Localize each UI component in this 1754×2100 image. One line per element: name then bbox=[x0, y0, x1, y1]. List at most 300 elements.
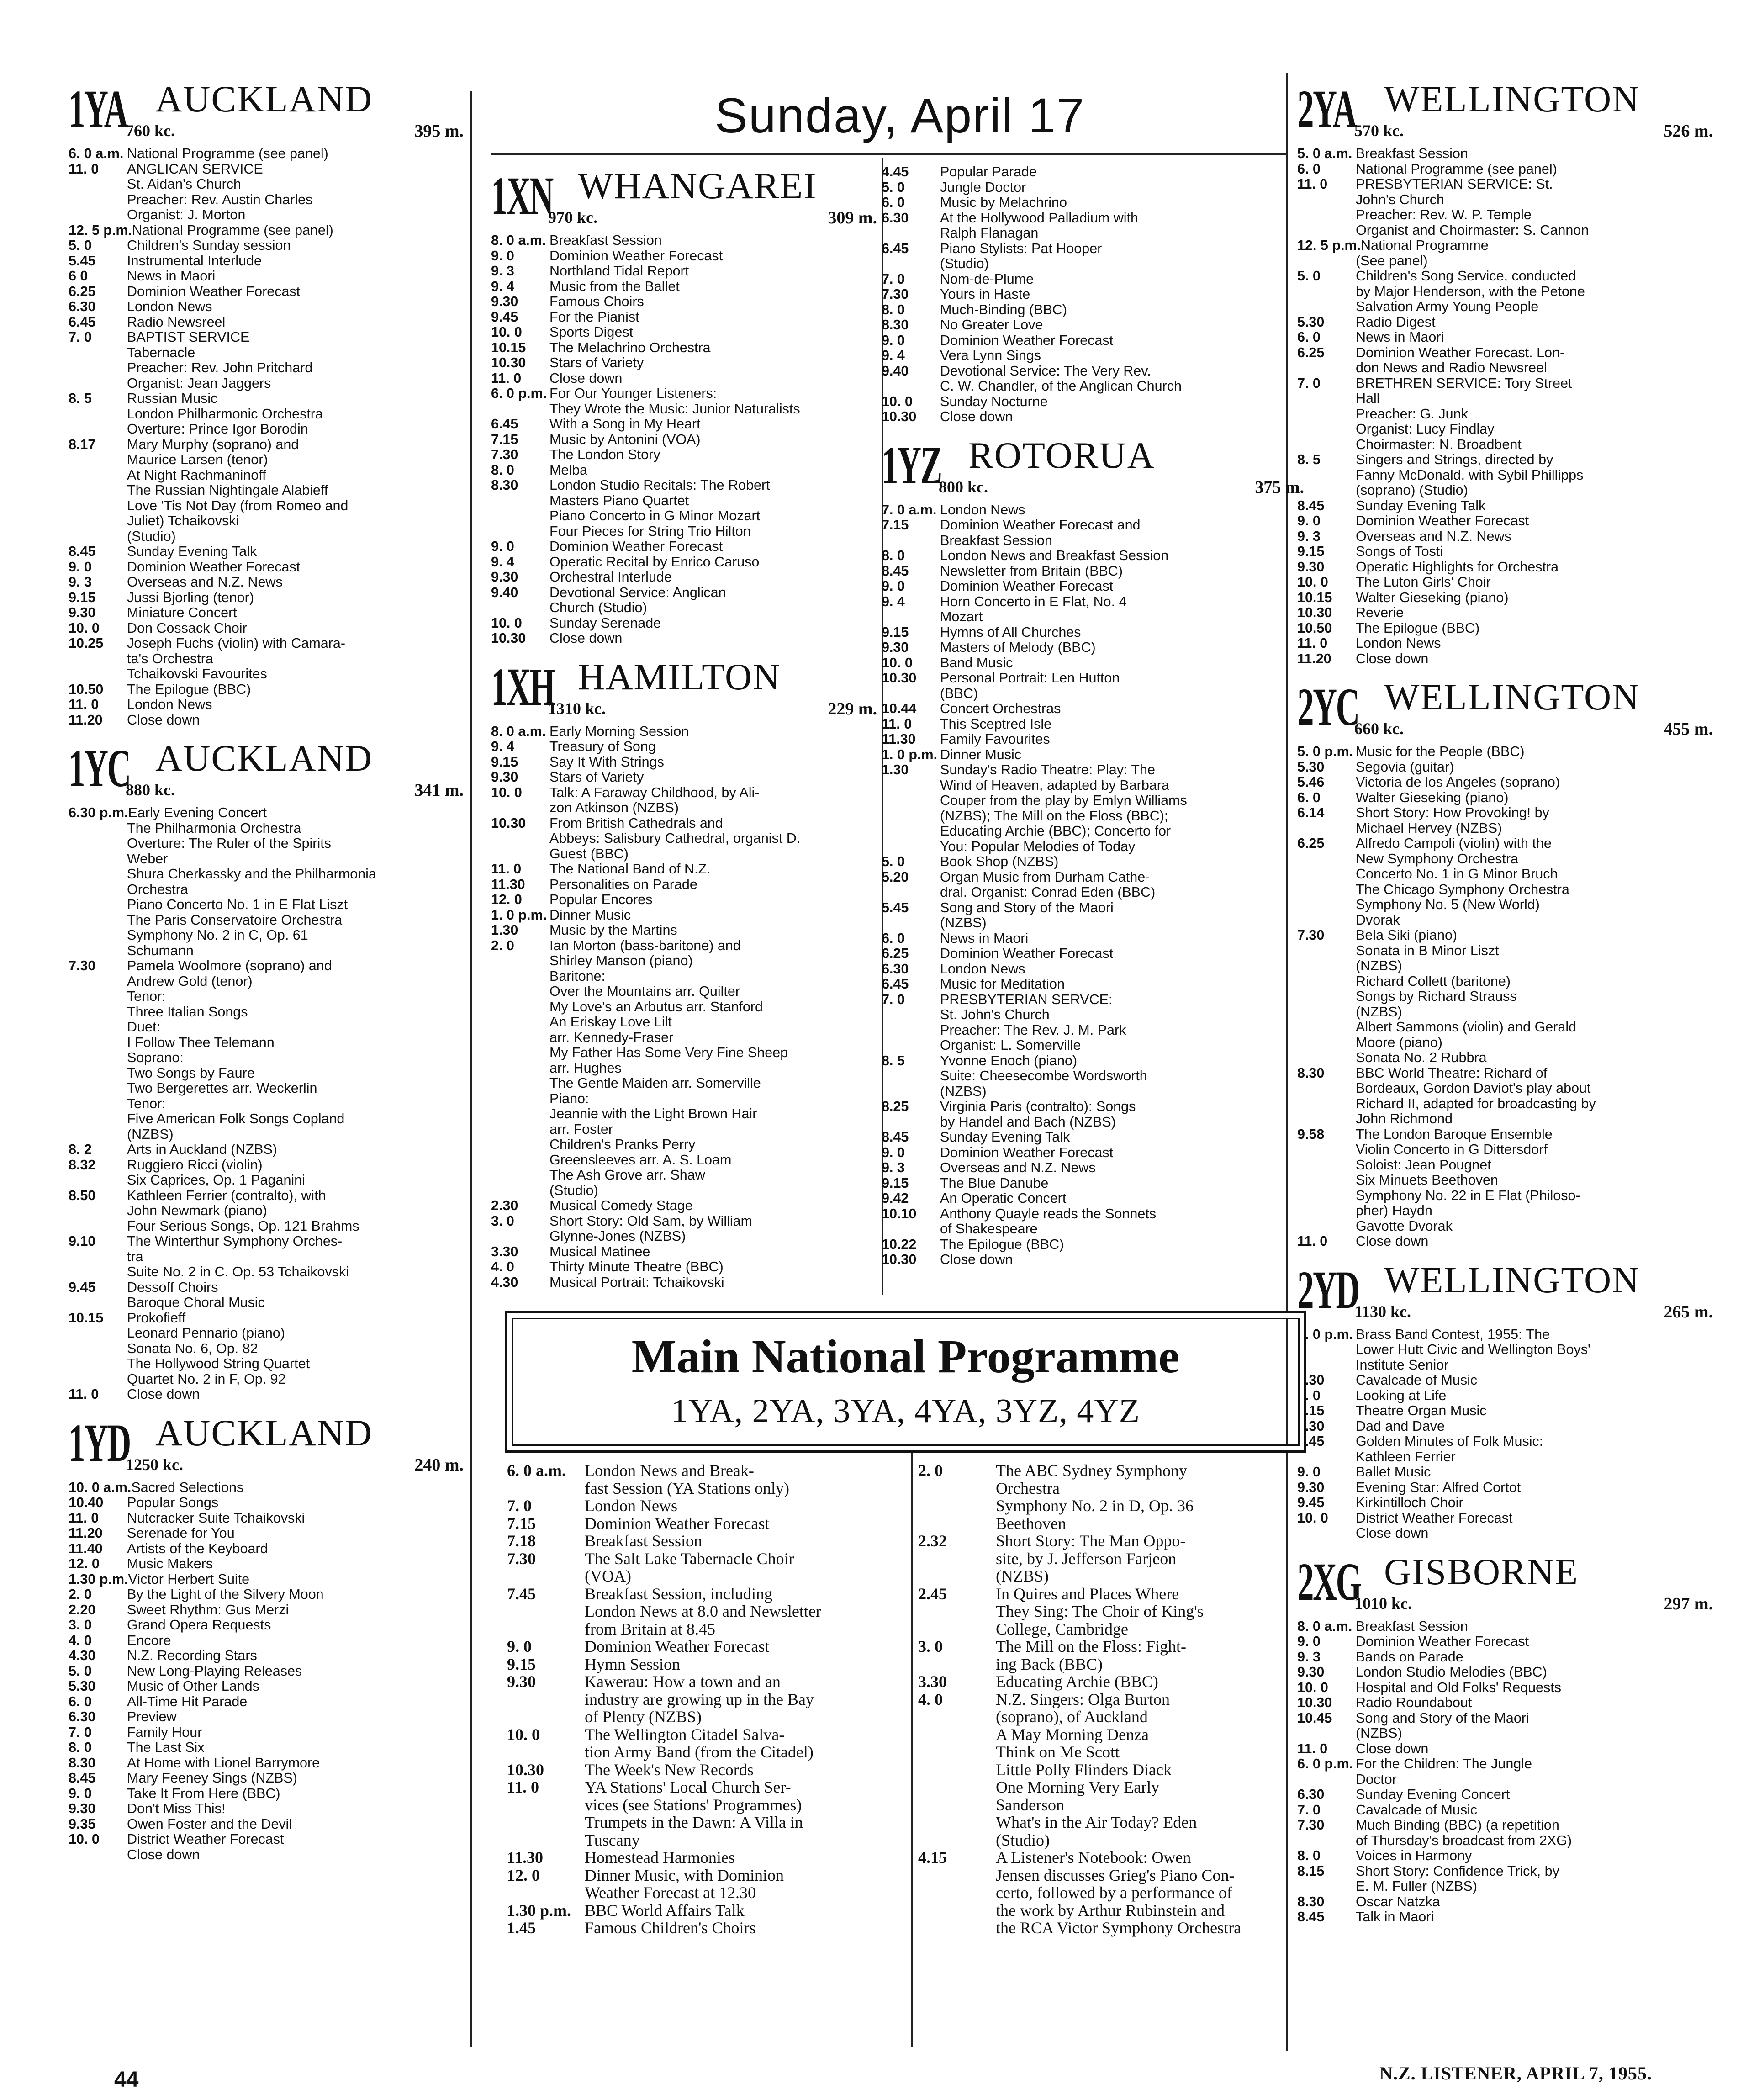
schedule-entry bbox=[69, 1511, 468, 1526]
entry-description: Piano Stylists: Pat Hooper bbox=[940, 241, 1102, 256]
entry-time: 10.15 bbox=[69, 1310, 104, 1326]
schedule-entry bbox=[882, 364, 1309, 379]
entry-time bbox=[1297, 207, 1356, 223]
entry-time: 11. 0 bbox=[69, 161, 99, 177]
schedule-entry bbox=[882, 564, 1309, 579]
entry-description: Mary Feeney Sings (NZBS) bbox=[127, 1771, 297, 1786]
entry-time: 8. 0 bbox=[1297, 1848, 1321, 1863]
station-wavelength: 309 m. bbox=[828, 208, 877, 227]
entry-description: Concert Orchestras bbox=[940, 701, 1061, 716]
schedule-entry bbox=[1297, 621, 1717, 636]
entry-description: Close down bbox=[940, 1252, 1013, 1267]
schedule-entry bbox=[882, 272, 1309, 287]
divider bbox=[491, 153, 1286, 155]
entry-time: 2. 0 bbox=[69, 1587, 92, 1602]
schedule-entry bbox=[1297, 1050, 1717, 1066]
entry-time bbox=[491, 1122, 549, 1137]
entry-time bbox=[69, 468, 127, 483]
entry-time: 6. 0 p.m. bbox=[1297, 1756, 1353, 1772]
entry-description: The Last Six bbox=[127, 1740, 205, 1755]
schedule-entry bbox=[882, 256, 1309, 272]
entry-description: the work by Arthur Rubinstein and bbox=[996, 1901, 1225, 1919]
schedule-entry bbox=[882, 1038, 1309, 1053]
entry-description: This Sceptred Isle bbox=[940, 716, 1052, 732]
schedule-entry bbox=[1297, 852, 1717, 867]
entry-description: Breakfast Session bbox=[585, 1532, 702, 1550]
entry-description: London News bbox=[940, 502, 1025, 518]
entry-time: 2. 0 bbox=[491, 937, 514, 953]
entry-time: 10.30 bbox=[1297, 605, 1332, 620]
station-frequency: 970 kc. bbox=[548, 208, 597, 227]
schedule-entry bbox=[882, 625, 1309, 640]
schedule-entry bbox=[491, 862, 882, 877]
schedule-entry bbox=[1297, 1449, 1717, 1465]
entry-time bbox=[918, 1814, 996, 1831]
entry-description: Preacher: Rev. John Pritchard bbox=[127, 360, 313, 376]
entry-time: 9. 4 bbox=[882, 593, 905, 609]
entry-time: 9.45 bbox=[1297, 1495, 1325, 1510]
schedule-entry bbox=[69, 1740, 468, 1756]
entry-description: Miniature Concert bbox=[127, 605, 237, 620]
entry-description: Music by Antonini (VOA) bbox=[549, 432, 701, 447]
entry-description: Dominion Weather Forecast bbox=[940, 333, 1114, 348]
entry-description: Popular Parade bbox=[940, 164, 1037, 180]
entry-time: 7.18 bbox=[507, 1532, 536, 1550]
entry-description: Piano Concerto No. 1 in E Flat Liszt bbox=[127, 897, 348, 912]
entry-time: 9.30 bbox=[1297, 559, 1325, 575]
entry-description: The Wellington Citadel Salva- bbox=[585, 1725, 785, 1743]
entry-time: 8.30 bbox=[1297, 1418, 1325, 1434]
schedule-entry bbox=[69, 682, 468, 698]
entry-time bbox=[918, 1656, 996, 1673]
schedule-entry bbox=[69, 177, 468, 192]
entry-description: Personalities on Parade bbox=[549, 877, 697, 892]
schedule-entry bbox=[69, 1817, 468, 1832]
entry-description: Music of Other Lands bbox=[127, 1679, 259, 1694]
entry-description: (NZBS) bbox=[1356, 958, 1402, 973]
schedule-entry bbox=[1297, 882, 1717, 898]
entry-description: Operatic Highlights for Orchestra bbox=[1356, 559, 1559, 575]
entry-description: Mary Murphy (soprano) and bbox=[127, 437, 299, 452]
station-frequency: 1010 kc. bbox=[1354, 1594, 1412, 1613]
schedule-entry bbox=[507, 1919, 909, 1937]
entry-description: London Studio Recitals: The Robert bbox=[549, 478, 770, 493]
entry-description: Pamela Woolmore (soprano) and bbox=[127, 958, 332, 973]
station-header bbox=[69, 1412, 468, 1480]
entry-time: 3. 0 bbox=[918, 1637, 943, 1656]
schedule-entry bbox=[1297, 1434, 1717, 1449]
entry-description: arr. Foster bbox=[549, 1121, 613, 1137]
entry-time: 10.30 bbox=[882, 670, 917, 686]
station-block bbox=[491, 164, 882, 646]
schedule-entry bbox=[69, 315, 468, 330]
schedule-entry bbox=[1297, 651, 1717, 667]
schedule-entry bbox=[1297, 1756, 1717, 1772]
schedule-entry bbox=[882, 1115, 1309, 1130]
schedule-entry bbox=[69, 452, 468, 468]
schedule-entry bbox=[1297, 1894, 1717, 1910]
station-frequency: 1130 kc. bbox=[1354, 1302, 1411, 1321]
entry-time bbox=[69, 1005, 127, 1020]
station-header bbox=[1297, 676, 1717, 744]
entry-time: 5.30 bbox=[69, 1678, 96, 1694]
entry-time: 9.15 bbox=[491, 754, 518, 770]
schedule-entry bbox=[1297, 1526, 1717, 1541]
entry-description: N.Z. Singers: Olga Burton bbox=[996, 1690, 1170, 1708]
schedule-entry bbox=[69, 1664, 468, 1679]
entry-time bbox=[882, 226, 940, 241]
entry-description: Overseas and N.Z. News bbox=[1356, 529, 1511, 544]
entry-time bbox=[491, 831, 549, 846]
schedule-entry bbox=[491, 249, 882, 264]
entry-description: Dominion Weather Forecast bbox=[585, 1638, 770, 1656]
entry-time: 2.30 bbox=[491, 1198, 518, 1213]
entry-time bbox=[882, 885, 940, 900]
entry-description: from Britain at 8.45 bbox=[585, 1620, 715, 1638]
schedule-entry bbox=[1297, 1833, 1717, 1849]
entry-description: Songs by Richard Strauss bbox=[1356, 989, 1517, 1004]
entry-description: dral. Organist: Conrad Eden (BBC) bbox=[940, 885, 1156, 900]
schedule-entry bbox=[1297, 468, 1717, 483]
entry-time bbox=[1297, 483, 1356, 498]
entry-description: Breakfast Session, including bbox=[585, 1585, 772, 1603]
schedule-entry bbox=[1297, 1511, 1717, 1526]
entry-description: (soprano) (Studio) bbox=[1356, 483, 1468, 498]
schedule-entry bbox=[69, 1526, 468, 1541]
entry-description: (NZBS) bbox=[940, 1084, 987, 1099]
schedule-entry bbox=[1297, 575, 1717, 590]
schedule-entry bbox=[918, 1814, 1311, 1831]
entry-time: 6. 0 bbox=[1297, 329, 1321, 345]
schedule-entry bbox=[882, 609, 1309, 625]
schedule-entry bbox=[1297, 1234, 1717, 1249]
entry-description: The Luton Girls' Choir bbox=[1356, 575, 1491, 590]
entry-time bbox=[69, 1372, 127, 1387]
schedule-entry bbox=[1297, 1142, 1717, 1158]
entry-description: Popular Encores bbox=[549, 892, 653, 907]
entry-time bbox=[507, 1814, 585, 1831]
schedule-entry bbox=[69, 805, 468, 821]
entry-description: Operatic Recital by Enrico Caruso bbox=[549, 554, 760, 570]
station-city: WHANGAREI bbox=[578, 165, 817, 206]
entry-time bbox=[918, 1796, 996, 1814]
schedule-entry bbox=[491, 1061, 882, 1076]
station-block bbox=[882, 434, 1309, 1268]
entry-description: Evening Star: Alfred Cortot bbox=[1356, 1480, 1521, 1495]
schedule-entry bbox=[69, 1158, 468, 1173]
entry-description: (BBC) bbox=[940, 686, 978, 701]
schedule-entry bbox=[1297, 192, 1717, 208]
entry-time: 8.30 bbox=[491, 477, 518, 493]
entry-description: Walter Gieseking (piano) bbox=[1356, 790, 1509, 805]
entry-time: 8.15 bbox=[1297, 1403, 1325, 1418]
entry-time bbox=[1297, 1035, 1356, 1051]
entry-description: tra bbox=[127, 1249, 143, 1264]
schedule-entry bbox=[918, 1532, 1311, 1550]
entry-description: Organ Music from Durham Cathe- bbox=[940, 869, 1150, 885]
entry-description: Hymn Session bbox=[585, 1655, 681, 1673]
entry-description: Organist: Lucy Findlay bbox=[1356, 422, 1495, 437]
schedule-entry bbox=[1297, 1848, 1717, 1864]
schedule-entry bbox=[1297, 345, 1717, 361]
entry-time bbox=[1297, 223, 1356, 238]
schedule-entry bbox=[1297, 1219, 1717, 1234]
schedule-entry bbox=[507, 1550, 909, 1568]
schedule-entry bbox=[69, 529, 468, 545]
entry-time: 9. 0 bbox=[491, 248, 514, 264]
schedule-entry bbox=[69, 636, 468, 651]
entry-time bbox=[507, 1831, 585, 1849]
entry-description: Hymns of All Churches bbox=[940, 624, 1081, 640]
entry-time bbox=[491, 402, 549, 417]
entry-description: Musical Matinee bbox=[549, 1244, 650, 1259]
entry-description: Breakfast Session bbox=[1356, 146, 1468, 161]
entry-time: 7.30 bbox=[69, 958, 96, 973]
entry-time: 9. 0 bbox=[507, 1637, 532, 1656]
entry-time: 10.22 bbox=[882, 1236, 917, 1252]
entry-description: Newsletter from Britain (BBC) bbox=[940, 563, 1123, 579]
entry-time: 9.40 bbox=[882, 363, 909, 379]
entry-time bbox=[1297, 852, 1356, 867]
entry-description: My Love's an Arbutus arr. Stanford bbox=[549, 999, 763, 1015]
schedule-entry bbox=[882, 686, 1309, 702]
entry-time bbox=[1297, 1142, 1356, 1158]
schedule-entry bbox=[1297, 498, 1717, 514]
schedule-entry bbox=[69, 1618, 468, 1633]
entry-description: Salvation Army Young People bbox=[1356, 299, 1539, 314]
entry-description: Virginia Paris (contralto): Songs bbox=[940, 1099, 1136, 1114]
entry-description: Weber bbox=[127, 851, 168, 867]
entry-description: Soprano: bbox=[127, 1050, 184, 1065]
schedule-entry bbox=[69, 1173, 468, 1188]
entry-description: Organist: J. Morton bbox=[127, 207, 246, 222]
schedule-entry bbox=[507, 1708, 909, 1726]
schedule-entry bbox=[69, 943, 468, 959]
entry-description: Dominion Weather Forecast bbox=[940, 1145, 1114, 1160]
entry-time bbox=[882, 686, 940, 702]
entry-time: 8.45 bbox=[69, 544, 96, 559]
entry-description: (NZBS) bbox=[127, 1127, 174, 1142]
main-national-right-list bbox=[918, 1462, 1311, 1937]
schedule-entry bbox=[491, 755, 882, 770]
entry-description: The Russian Nightingale Alabieff bbox=[127, 483, 328, 498]
entry-description: Personal Portrait: Len Hutton bbox=[940, 671, 1120, 686]
entry-time bbox=[1297, 407, 1356, 422]
entry-time: 9. 0 bbox=[69, 1785, 92, 1801]
schedule-entry bbox=[491, 1030, 882, 1046]
entry-time bbox=[1297, 1005, 1356, 1020]
entry-time: 6. 0 bbox=[1297, 161, 1321, 177]
entry-time bbox=[69, 360, 127, 376]
entry-description: Love 'Tis Not Day (from Romeo and bbox=[127, 498, 349, 513]
entry-time bbox=[69, 513, 127, 529]
entry-description: Family Hour bbox=[127, 1724, 202, 1740]
entry-description: Dominion Weather Forecast and bbox=[940, 518, 1141, 533]
schedule-entry bbox=[918, 1778, 1311, 1796]
entry-time: 7.30 bbox=[491, 447, 518, 462]
entry-description: the RCA Victor Symphony Orchestra bbox=[996, 1919, 1242, 1937]
entry-time: 8.17 bbox=[69, 436, 96, 452]
schedule-entry bbox=[491, 984, 882, 1000]
entry-time bbox=[69, 943, 127, 959]
entry-description: Kawerau: How a town and an bbox=[585, 1673, 781, 1691]
entry-description: Short Story: Old Sam, by William bbox=[549, 1213, 753, 1229]
entry-time bbox=[882, 1115, 940, 1130]
entry-time: 12. 0 bbox=[69, 1556, 100, 1571]
schedule-entry bbox=[69, 697, 468, 713]
entry-time: 9.45 bbox=[491, 309, 518, 325]
entry-time bbox=[918, 1726, 996, 1744]
entry-description: John's Church bbox=[1356, 192, 1445, 207]
entry-time: 7. 0 p.m. bbox=[1297, 1326, 1353, 1342]
schedule-entry bbox=[507, 1743, 909, 1761]
entry-time bbox=[1297, 897, 1356, 913]
entry-description: (VOA) bbox=[585, 1567, 631, 1585]
schedule-entry bbox=[491, 616, 882, 631]
entry-time bbox=[69, 989, 127, 1005]
entry-time: 1. 0 p.m. bbox=[882, 746, 938, 762]
entry-description: Sacred Selections bbox=[131, 1480, 244, 1495]
entry-time: 11. 0 bbox=[69, 1386, 99, 1402]
schedule-entry bbox=[69, 958, 468, 974]
schedule-entry bbox=[882, 1176, 1309, 1191]
schedule-entry bbox=[491, 386, 882, 402]
entry-description: Trumpets in the Dawn: A Villa in bbox=[585, 1814, 803, 1831]
entry-description: From British Cathedrals and bbox=[549, 815, 723, 831]
entry-time bbox=[1297, 1020, 1356, 1035]
entry-description: News in Maori bbox=[940, 931, 1029, 946]
entry-description: Church (Studio) bbox=[549, 600, 647, 615]
entry-description: BAPTIST SERVICE bbox=[127, 330, 250, 345]
schedule-entry bbox=[1297, 1020, 1717, 1035]
entry-time bbox=[1297, 1096, 1356, 1112]
entry-description: arr. Hughes bbox=[549, 1060, 622, 1076]
entry-description: An Operatic Concert bbox=[940, 1191, 1067, 1206]
schedule-entry bbox=[1297, 254, 1717, 269]
entry-description: A May Morning Denza bbox=[996, 1725, 1149, 1743]
schedule-entry bbox=[918, 1603, 1311, 1620]
schedule-entry bbox=[1297, 284, 1717, 300]
schedule-entry bbox=[1297, 836, 1717, 852]
schedule-entry bbox=[507, 1761, 909, 1779]
schedule-entry bbox=[882, 409, 1309, 425]
entry-time bbox=[1297, 1158, 1356, 1173]
entry-time: 6. 0 bbox=[69, 1693, 92, 1709]
entry-description: Symphony No. 2 in C, Op. 61 bbox=[127, 928, 308, 943]
entry-time: 10.30 bbox=[491, 355, 526, 370]
entry-time: 8. 0 bbox=[882, 302, 905, 317]
entry-time: 11.30 bbox=[491, 876, 525, 892]
entry-time: 7.15 bbox=[882, 517, 909, 533]
schedule-entry bbox=[491, 831, 882, 846]
schedule-entry bbox=[1297, 376, 1717, 391]
entry-description: Two Songs by Faure bbox=[127, 1065, 255, 1081]
entry-time: 5.20 bbox=[882, 869, 909, 885]
entry-description: Segovia (guitar) bbox=[1356, 759, 1454, 775]
schedule-entry bbox=[1297, 989, 1717, 1005]
entry-time bbox=[882, 1084, 940, 1100]
entry-description: Cavalcade of Music bbox=[1356, 1802, 1478, 1818]
schedule-entry bbox=[882, 211, 1309, 226]
schedule-entry bbox=[1297, 1741, 1717, 1757]
schedule-entry bbox=[882, 824, 1309, 839]
column-2 bbox=[491, 164, 882, 1299]
entry-description: Cavalcade of Music bbox=[1356, 1373, 1478, 1388]
entry-time: 2.32 bbox=[918, 1532, 947, 1550]
entry-description: For Our Younger Listeners: bbox=[549, 386, 717, 401]
entry-time bbox=[491, 1153, 549, 1168]
entry-time: 10. 0 bbox=[1297, 1510, 1328, 1526]
entry-time: 11. 0 bbox=[507, 1778, 539, 1796]
entry-time: 8. 0 a.m. bbox=[1297, 1618, 1352, 1634]
entry-time bbox=[69, 882, 127, 898]
entry-time: 9.30 bbox=[507, 1672, 536, 1691]
schedule-entry bbox=[1297, 1111, 1717, 1127]
entry-time: 12. 0 bbox=[507, 1866, 540, 1884]
schedule-entry bbox=[69, 1495, 468, 1511]
entry-description: The Chicago Symphony Orchestra bbox=[1356, 882, 1569, 897]
schedule-entry bbox=[69, 575, 468, 590]
schedule-entry bbox=[69, 1587, 468, 1603]
entry-description: The Melachrino Orchestra bbox=[549, 340, 711, 355]
entry-time: 4. 0 bbox=[69, 1632, 92, 1648]
entry-time: 10. 0 bbox=[507, 1725, 540, 1744]
entry-description: Dominion Weather Forecast bbox=[1356, 1634, 1529, 1649]
entry-time bbox=[69, 483, 127, 498]
schedule-entry bbox=[69, 1050, 468, 1066]
entry-time bbox=[1297, 284, 1356, 300]
schedule-entry bbox=[1297, 1373, 1717, 1388]
schedule-entry bbox=[918, 1849, 1311, 1867]
entry-description: (NZBS) bbox=[940, 915, 987, 931]
schedule-entry bbox=[69, 989, 468, 1005]
entry-description: The Epilogue (BBC) bbox=[127, 682, 251, 697]
entry-time bbox=[1297, 882, 1356, 898]
entry-description: John Richmond bbox=[1356, 1111, 1453, 1127]
entry-time: 10.45 bbox=[1297, 1710, 1332, 1726]
schedule-entry bbox=[882, 317, 1309, 333]
schedule-entry bbox=[1297, 1035, 1717, 1051]
schedule-entry bbox=[1297, 760, 1717, 775]
entry-time bbox=[882, 256, 940, 272]
schedule-entry bbox=[1297, 1173, 1717, 1188]
schedule-entry bbox=[491, 279, 882, 295]
schedule-entry bbox=[1297, 1066, 1717, 1081]
entry-description: Close down bbox=[549, 370, 623, 386]
entry-description: Golden Minutes of Folk Music: bbox=[1356, 1434, 1543, 1449]
schedule-entry bbox=[69, 1096, 468, 1112]
schedule-entry bbox=[882, 992, 1309, 1008]
entry-time: 8. 0 a.m. bbox=[491, 723, 546, 739]
entry-description: London News and Break- bbox=[585, 1462, 754, 1480]
entry-time bbox=[507, 1691, 585, 1709]
entry-description: Yours in Haste bbox=[940, 287, 1030, 302]
entry-time bbox=[491, 1137, 549, 1153]
entry-time: 10.10 bbox=[882, 1206, 917, 1222]
entry-time: 8.30 bbox=[1297, 1894, 1325, 1910]
entry-description: YA Stations' Local Church Ser- bbox=[585, 1778, 791, 1796]
entry-description: The London Baroque Ensemble bbox=[1356, 1127, 1553, 1142]
entry-time: 6.25 bbox=[69, 283, 96, 299]
entry-description: Anthony Quayle reads the Sonnets bbox=[940, 1206, 1157, 1222]
entry-description: Leonard Pennario (piano) bbox=[127, 1326, 285, 1341]
entry-time bbox=[882, 839, 940, 855]
entry-description: Symphony No. 2 in D, Op. 36 bbox=[996, 1497, 1194, 1515]
entry-description: Concerto No. 1 in G Minor Bruch bbox=[1356, 867, 1558, 882]
schedule-entry bbox=[1297, 897, 1717, 913]
entry-time: 11. 0 bbox=[882, 716, 912, 732]
entry-time: 1.30 bbox=[882, 762, 909, 778]
